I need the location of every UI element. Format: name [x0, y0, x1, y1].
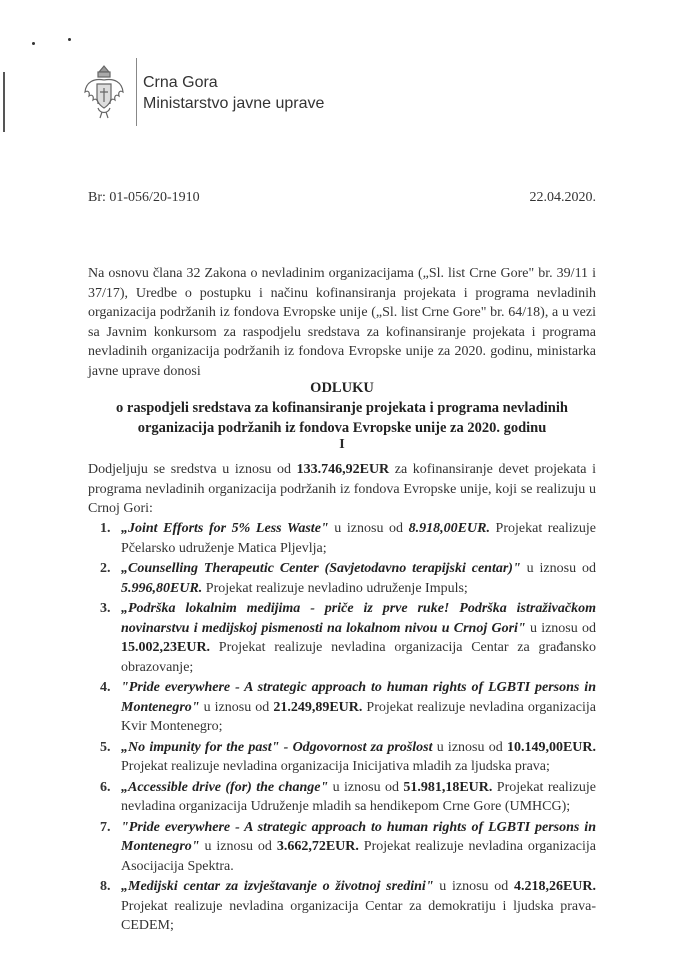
item-text: Projekat realizuje nevladina organizacija Udruženje mladih sa hendikepom Crne Gore (UMHCG); — [121, 779, 597, 814]
project-title: "Pride everywhere - A strategic approach to human rights of LGBTI persons in Montenegro" — [121, 680, 596, 715]
project-item — [88, 599, 596, 677]
item-text: Projekat realizuje Pčelarsko udruženje Matica Pljevlja; — [121, 521, 596, 556]
item-text: Projekat realizuje nevladina organizacija Kvir Montenegro; — [121, 699, 596, 734]
item-number: 4. — [100, 680, 111, 695]
lead-total-amount: 133.746,92EUR — [296, 462, 390, 477]
project-item — [88, 818, 596, 877]
project-item — [88, 778, 596, 817]
item-text: u iznosu od — [432, 739, 507, 755]
section-numeral: I — [339, 437, 345, 452]
project-amount: 10.149,00EUR. — [506, 739, 596, 755]
reference-line — [88, 190, 596, 206]
item-text: u iznosu od — [328, 779, 404, 795]
item-number: 6. — [100, 779, 111, 795]
project-title: „Accessible drive (for) the change" — [121, 779, 329, 795]
project-amount: 4.218,26EUR. — [513, 879, 596, 894]
project-amount: 51.981,18EUR. — [403, 779, 493, 795]
item-text: Projekat realizuje nevladina organizacija Asocijacija Spektra. — [121, 839, 596, 874]
project-amount: 8.918,00EUR. — [408, 521, 490, 536]
lead-text-after: za kofinansiranje devet projekata i programa nevladinih organizacija podržanih iz fondova Evropske unije, koji se realizuju u Crnoj Gori: — [88, 462, 596, 516]
project-item — [88, 738, 596, 777]
item-text: Projekat realizuje nevladina organizacija Inicijativa mladih za ljudska prava; — [121, 759, 550, 774]
project-title: „Joint Efforts for 5% Less Waste" — [121, 521, 329, 536]
scan-speck — [68, 38, 71, 41]
item-text: Projekat realizuje nevladina organizacija Centar za građansko obrazovanje; — [121, 640, 596, 675]
document-date: 22.04.2020. — [529, 190, 596, 205]
project-amount: 3.662,72EUR. — [276, 839, 359, 854]
item-text: u iznosu od — [199, 699, 274, 715]
project-title: „No impunity for the past" - Odgovornost za prošlost — [121, 739, 433, 755]
project-amount: 5.996,80EUR. — [121, 580, 203, 596]
montenegro-coat-of-arms-icon — [80, 62, 128, 122]
item-text: u iznosu od — [520, 561, 596, 576]
reference-number: Br: 01-056/20-1910 — [88, 190, 200, 205]
header-divider — [136, 58, 137, 126]
item-number: 1. — [100, 521, 111, 536]
decision-heading — [88, 378, 596, 438]
project-item — [88, 678, 596, 737]
item-text: Projekat realizuje nevladina organizacija Centar za demokratiju i ljudska prava-CEDEM; — [121, 898, 596, 933]
project-item — [88, 559, 596, 598]
item-text: u iznosu od — [328, 521, 409, 536]
section-lead-paragraph — [88, 460, 596, 519]
lead-text-before: Dodjeljuju se sredstva u iznosu od — [88, 462, 297, 477]
item-number: 2. — [100, 561, 111, 576]
ministry-name: Ministarstvo javne uprave — [143, 95, 325, 112]
project-title: "Pride everywhere - A strategic approach to human rights of LGBTI persons in Montenegro" — [121, 819, 596, 854]
decision-subtitle: o raspodjeli sredstava za kofinansiranje projekata i programa nevladinih organizacija podržanih iz fondova Evropske unije za 2020. godinu — [116, 400, 568, 436]
project-amount: 21.249,89EUR. — [273, 699, 363, 715]
item-text: Projekat realizuje nevladino udruženje Impuls; — [202, 580, 468, 596]
country-name: Crna Gora — [143, 74, 218, 91]
project-item — [88, 877, 596, 936]
scan-speck — [32, 42, 35, 45]
item-number: 8. — [100, 879, 111, 894]
header-text — [143, 72, 324, 114]
item-text: u iznosu od — [525, 620, 596, 636]
item-number: 3. — [100, 601, 111, 616]
item-number: 5. — [100, 739, 111, 755]
project-title: „Counselling Therapeutic Center (Savjetodavno terapijski centar)" — [121, 561, 521, 576]
project-item — [88, 519, 596, 558]
letterhead — [80, 58, 324, 126]
item-text: u iznosu od — [199, 839, 277, 854]
intro-paragraph: Na osnovu člana 32 Zakona o nevladinim organizacijama („Sl. list Crne Gore" br. 39/11 i 37/17), Uredbe o postupku i načinu kofinansiranja projekata i programa nevladinih organizacija podržanih iz fondova Evropske unije („Sl. list Crne Gore" br. 64/18), a u vezi sa Javnim konkursom za raspodjelu sredstava za kofinansiranje projekata i programa nevladinih organizacija podržanih iz fondova Evropske unije za 2020. godinu, ministarka javne uprave donosi — [88, 266, 596, 379]
item-number: 7. — [100, 819, 111, 835]
project-title: „Podrška lokalnim medijima - priče iz prve ruke! Podrška istraživačkom novinarstvu i medijskoj pismenosti na lokalnom nivou u Crnoj Gori" — [121, 601, 596, 636]
scan-edge — [3, 72, 5, 132]
project-list — [88, 519, 596, 937]
decision-title: ODLUKU — [310, 380, 374, 396]
item-text: u iznosu od — [433, 879, 514, 894]
project-amount: 15.002,23EUR. — [121, 640, 211, 655]
project-title: „Medijski centar za izvještavanje o životnoj sredini" — [121, 879, 434, 894]
